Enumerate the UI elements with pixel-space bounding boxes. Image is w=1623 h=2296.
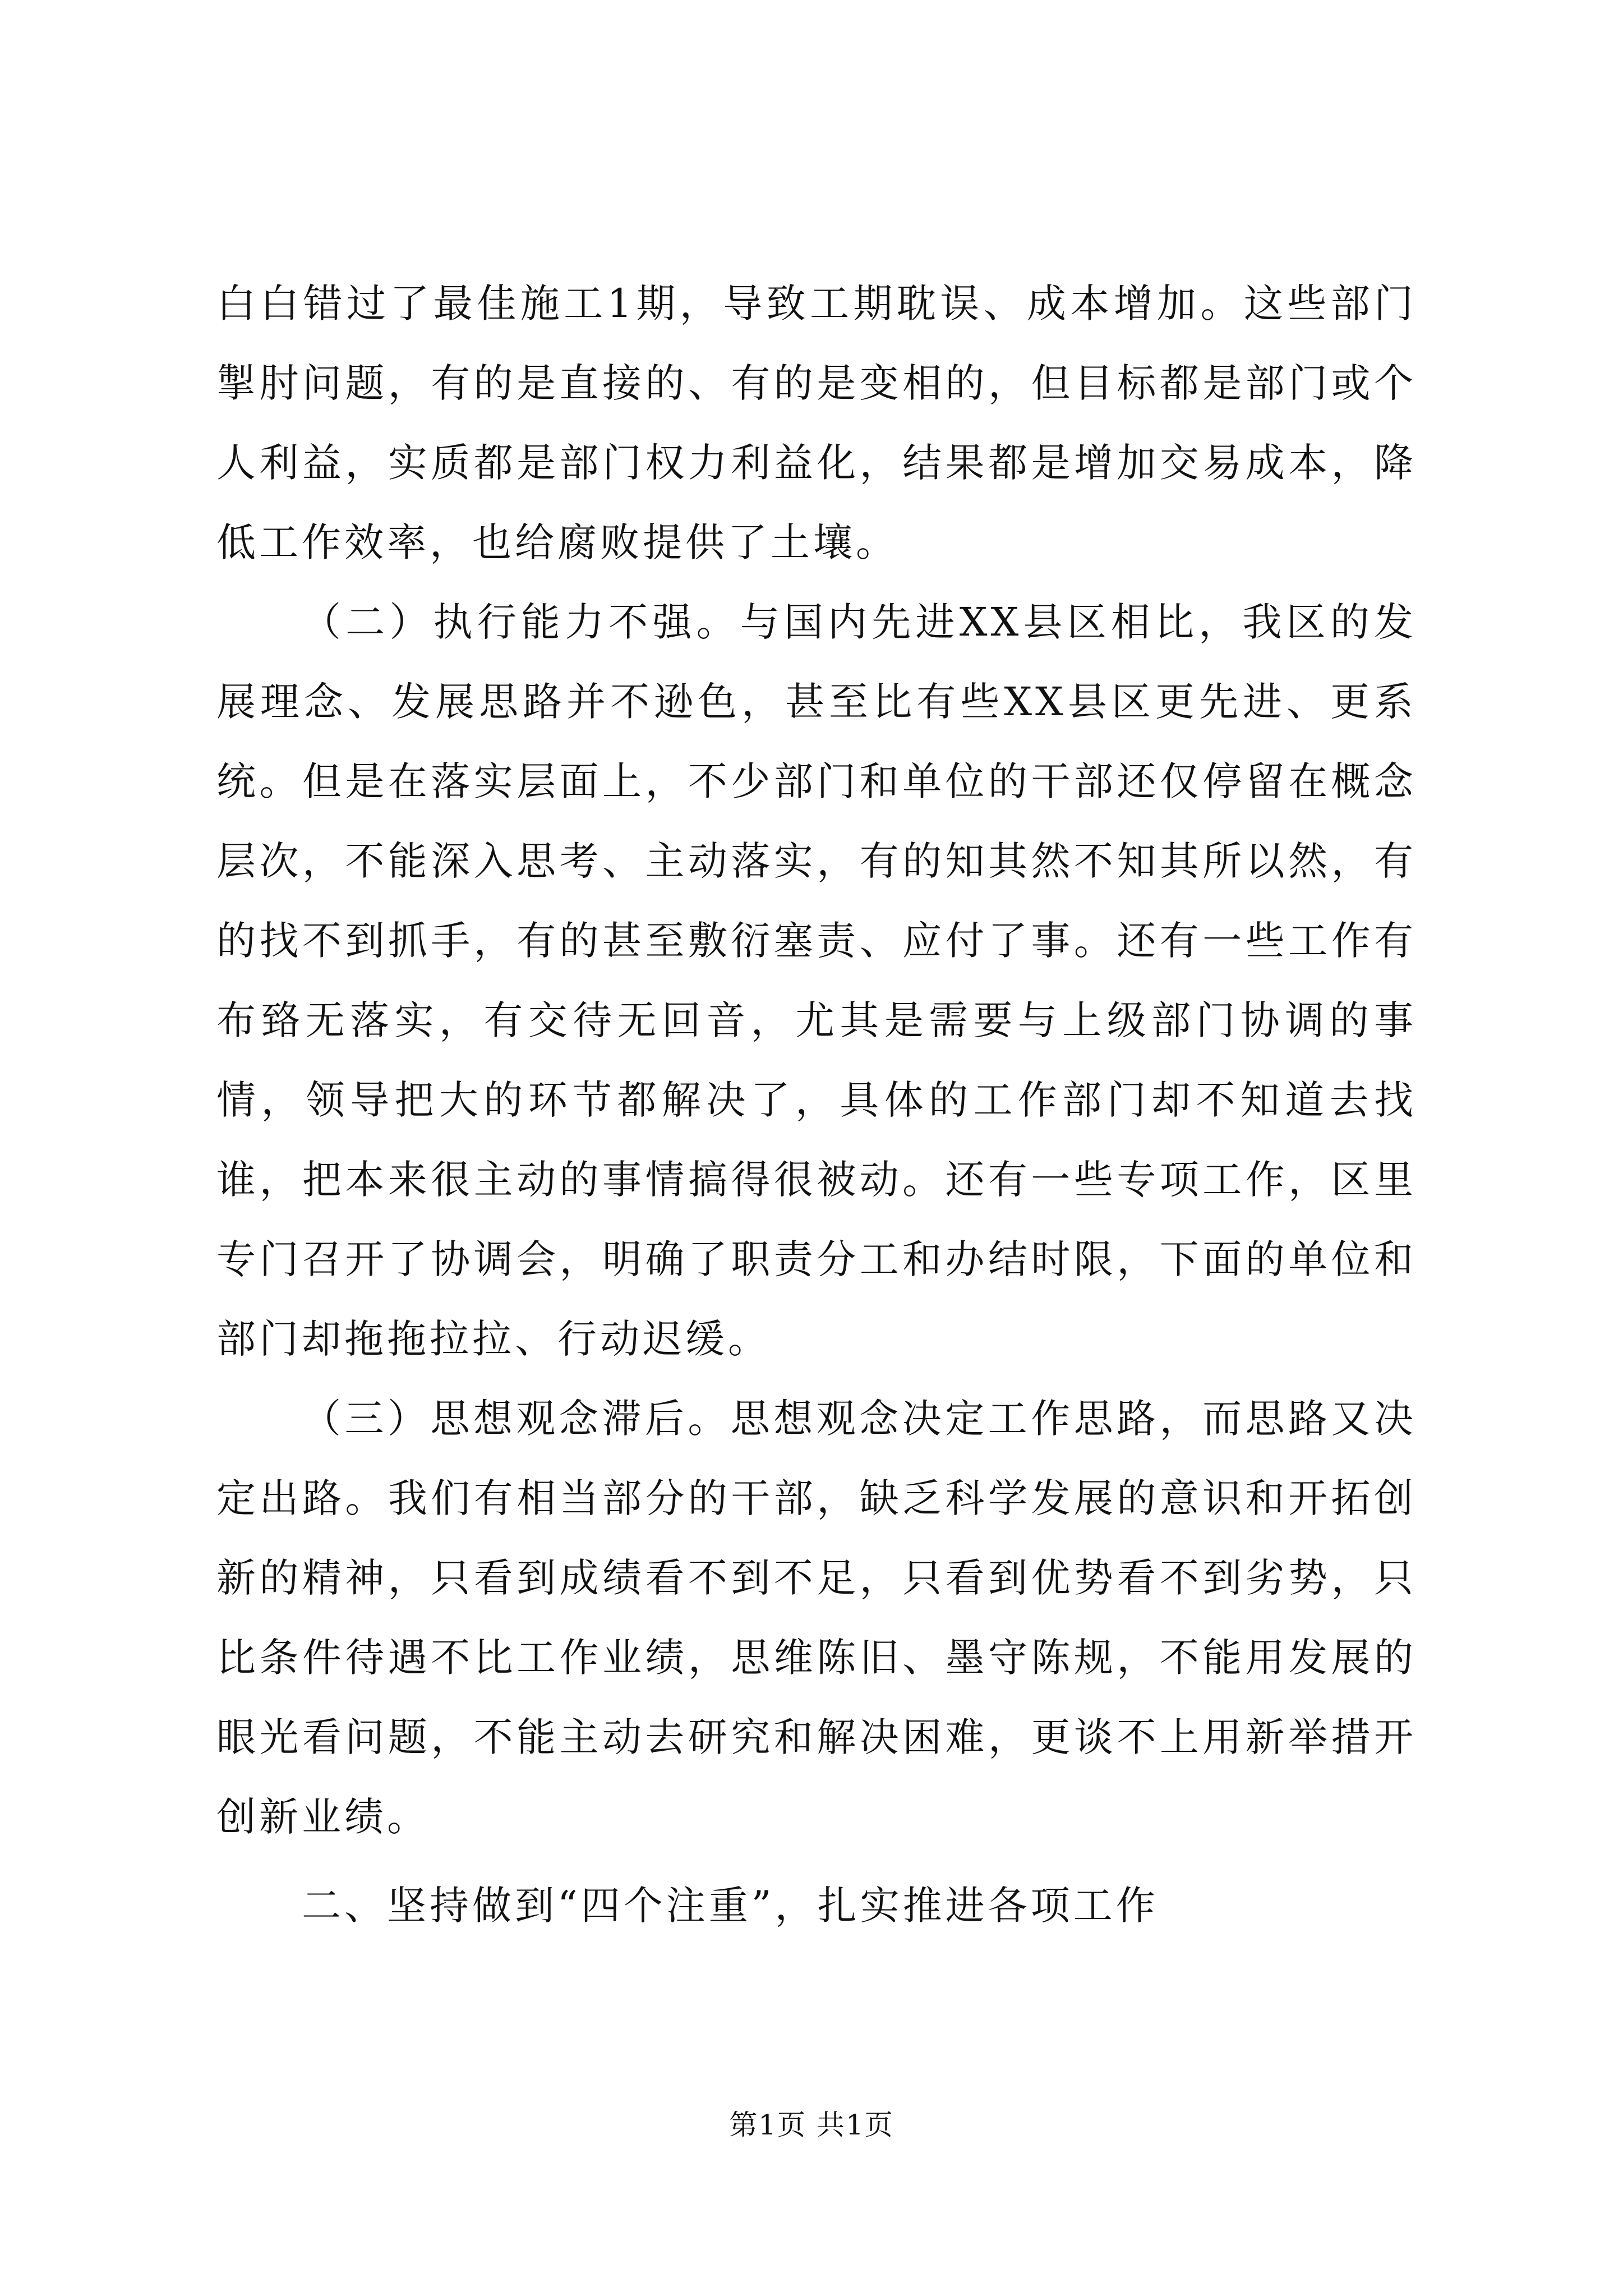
document-body [216, 264, 1417, 1945]
paragraph-execution-ability: （二）执行能力不强。与国内先进XX县区相比，我区的发展理念、发展思路并不逊色，甚至比有些XX县区更先进、更系统。但是在落实层面上，不少部门和单位的干部还仅停留在概念层次，不能深入思考、主动落实，有的知其然不知其所以然，有的找不到抓手，有的甚至敷衍塞责、应付了事。还有一些工作有布臵无落实，有交待无回音，尤其是需要与上级部门协调的事情，领导把大的环节都解决了，具体的工作部门却不知道去找谁，把本来很主动的事情搞得很被动。还有一些专项工作，区里专门召开了协调会，明确了职责分工和办结时限，下面的单位和部门却拖拖拉拉、行动迟缓。 [216, 599, 1417, 1362]
paragraph-mindset: （三）思想观念滞后。思想观念决定工作思路，而思路又决定出路。我们有相当部分的干部，缺乏科学发展的意识和开拓创新的精神，只看到成绩看不到不足，只看到优势看不到劣势，只比条件待遇不比工作业绩，思维陈旧、墨守陈规，不能用发展的眼光看问题，不能主动去研究和解决困难，更谈不上用新举措开创新业绩。 [216, 1396, 1417, 1840]
page-footer: 第1页 共1页 [729, 2109, 894, 2141]
section-heading: 二、坚持做到“四个注重”，扎实推进各项工作 [302, 1883, 1159, 1929]
paragraph-problem-summary: 白白错过了最佳施工1期，导致工期耽误、成本增加。这些部门掣肘问题，有的是直接的、有的是变相的，但目标都是部门或个人利益，实质都是部门权力利益化，结果都是增加交易成本，降低工作效率，也给腐败提供了土壤。 [216, 280, 1417, 565]
